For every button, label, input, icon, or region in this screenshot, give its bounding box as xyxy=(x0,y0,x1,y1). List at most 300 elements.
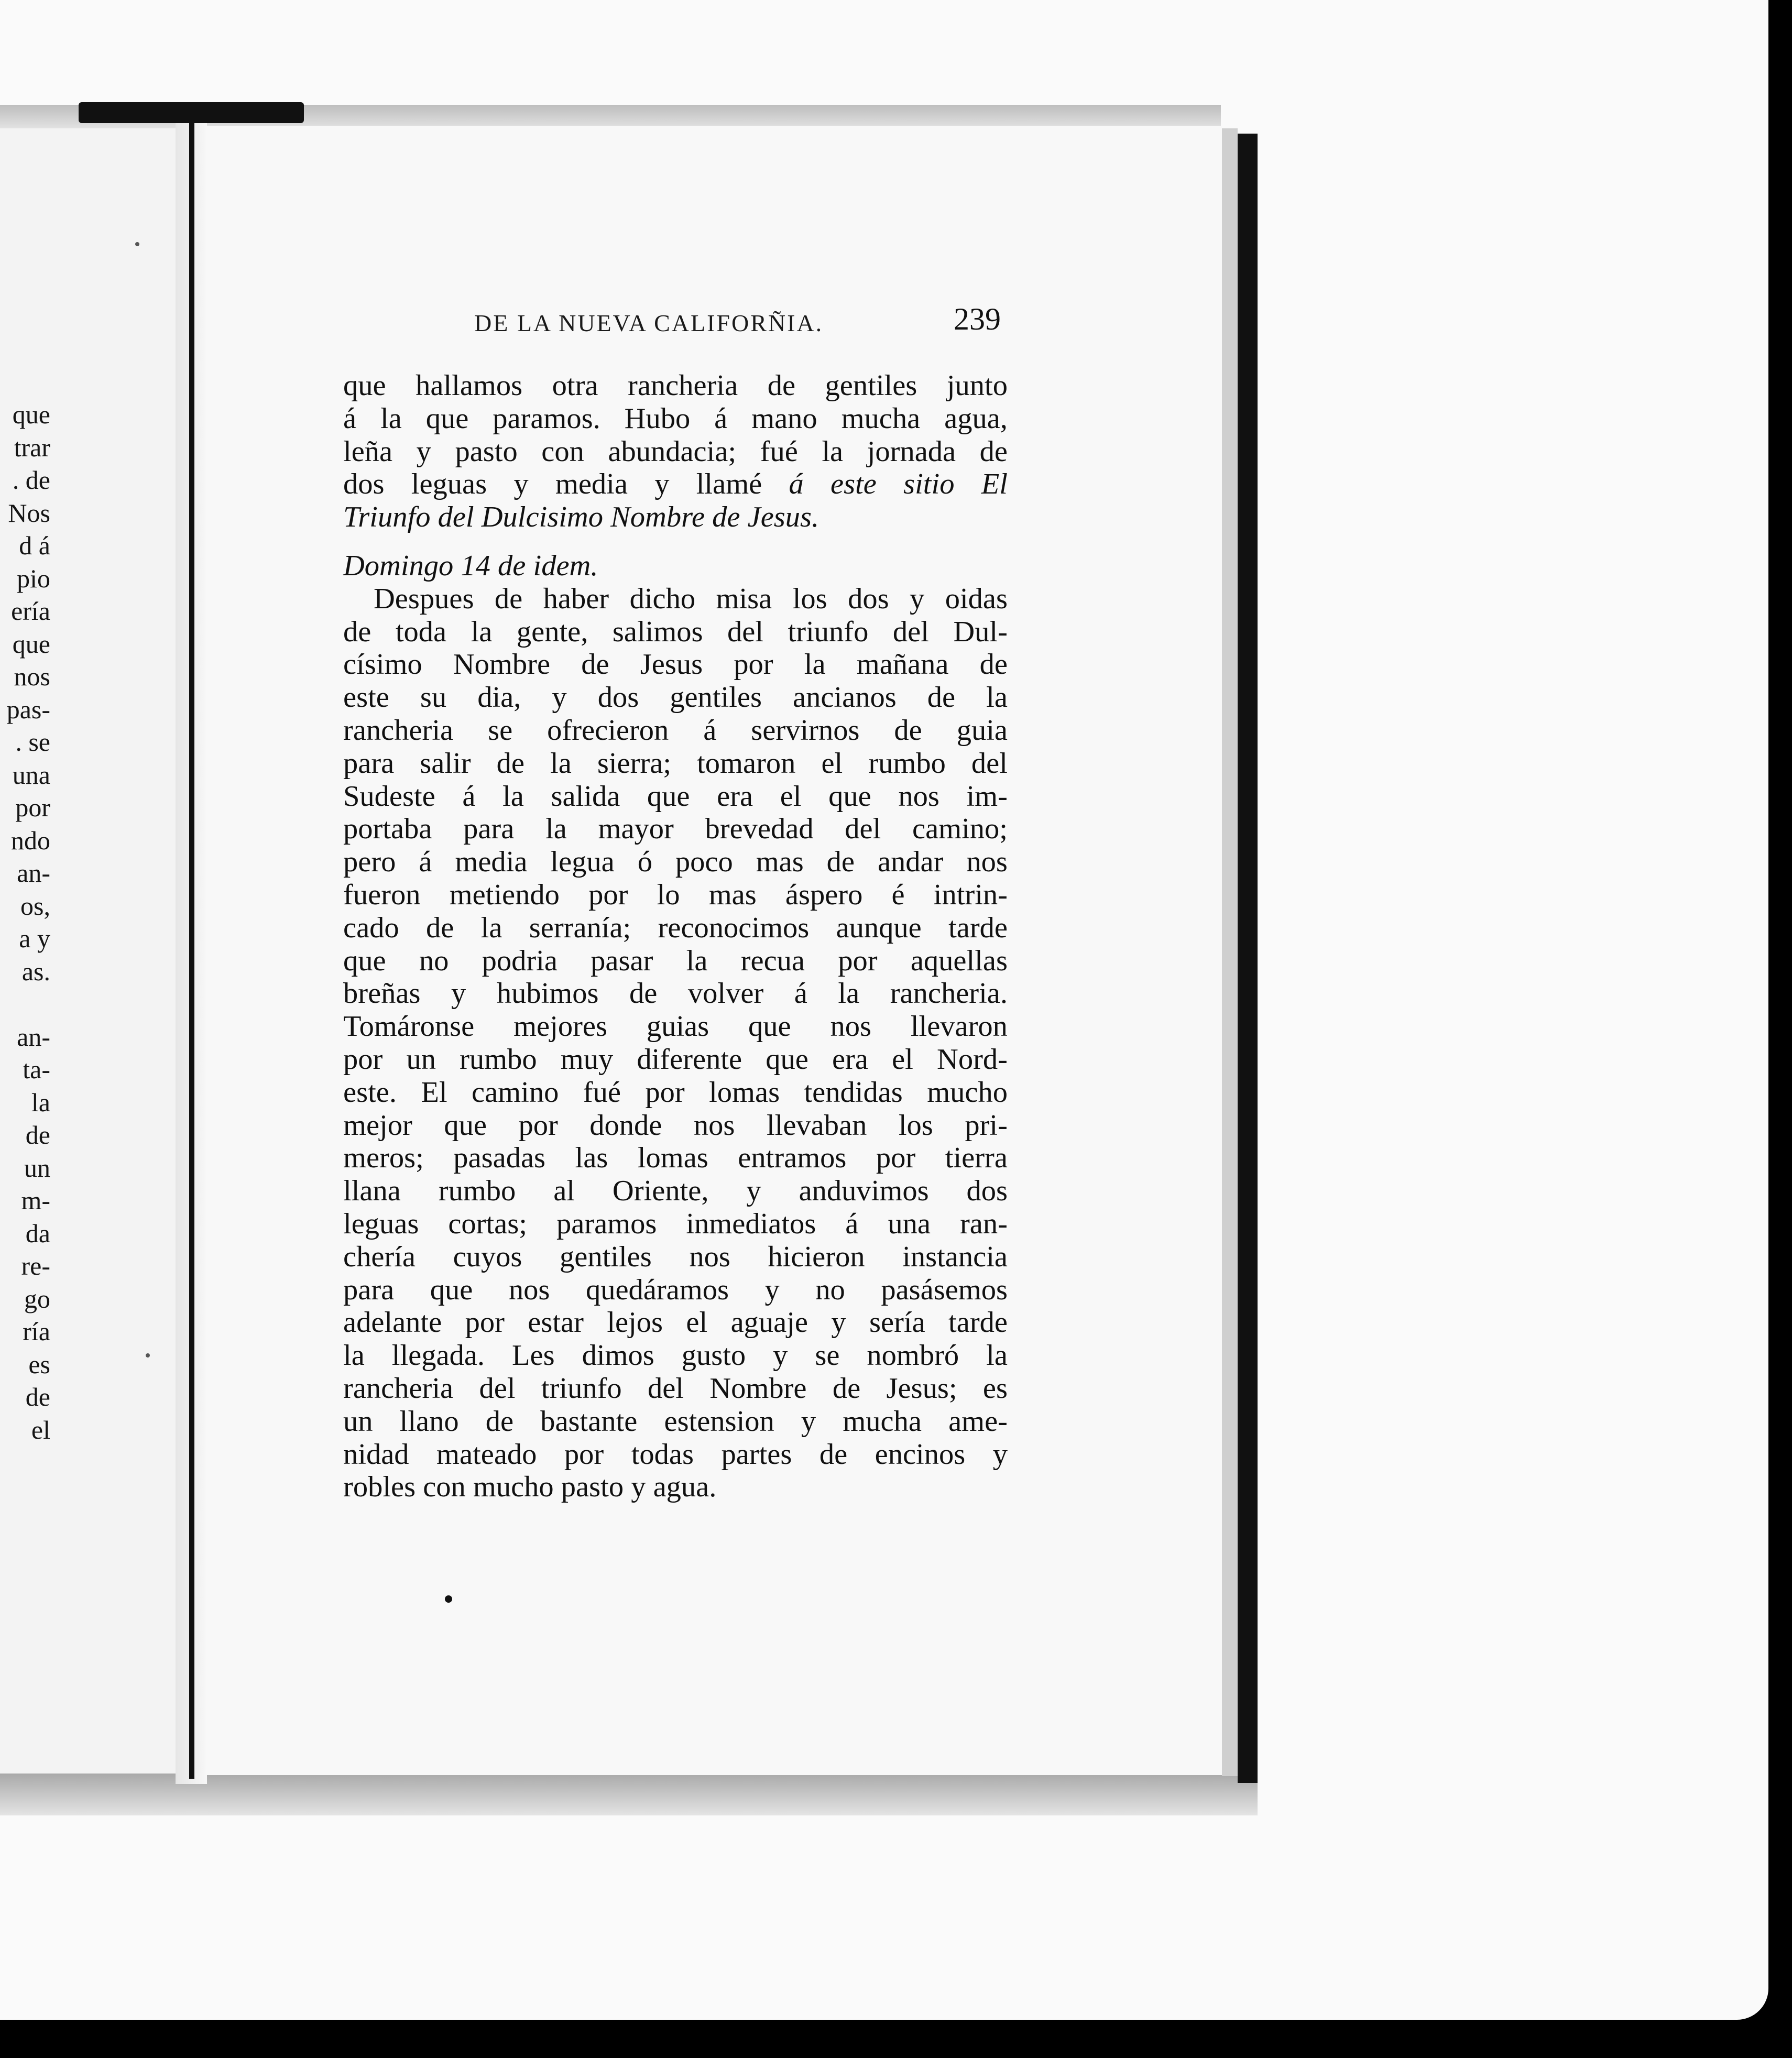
word: por xyxy=(465,1306,505,1339)
word: serranía; xyxy=(529,911,631,944)
text-line xyxy=(343,780,1008,813)
binding-clip xyxy=(79,102,304,123)
word: nos xyxy=(966,846,1008,879)
word: breñas xyxy=(343,977,421,1010)
word: pasto xyxy=(455,435,518,468)
ink-dot xyxy=(445,1595,452,1603)
word: nos xyxy=(830,1010,871,1043)
word: que xyxy=(425,402,469,435)
word: este. xyxy=(343,1076,397,1109)
text-line xyxy=(343,747,1008,780)
word: hicieron xyxy=(768,1240,865,1273)
word: ofrecieron xyxy=(547,714,669,747)
word: un xyxy=(406,1043,436,1076)
word: leña xyxy=(343,435,393,468)
word: tarde xyxy=(948,911,1008,944)
word: por xyxy=(564,1438,604,1471)
word: nos xyxy=(689,1240,730,1273)
word: de xyxy=(496,747,525,780)
word: mas xyxy=(708,878,757,911)
word: Despues xyxy=(374,582,474,615)
word: los xyxy=(792,582,827,615)
word: del xyxy=(479,1372,516,1405)
word: rancheria. xyxy=(890,977,1008,1010)
word: Jesus xyxy=(640,648,703,681)
word: nos xyxy=(508,1273,550,1306)
left-fragment: pas- xyxy=(6,694,50,724)
running-head: DE LA NUEVA CALIFORÑIA. xyxy=(474,310,824,336)
word: anduvimos xyxy=(799,1175,929,1208)
word: é xyxy=(891,878,905,911)
word: pasadas xyxy=(453,1142,546,1175)
ink-speck xyxy=(135,242,139,246)
word: una xyxy=(888,1207,931,1240)
word: del xyxy=(971,747,1008,780)
left-fragment: ría xyxy=(23,1317,50,1346)
word: nos xyxy=(898,780,939,813)
word: lomas xyxy=(709,1076,780,1109)
word: de xyxy=(425,911,454,944)
word: del xyxy=(647,1372,684,1405)
left-fragment: trar xyxy=(14,432,50,462)
word: dos xyxy=(966,1175,1008,1208)
word: ancianos xyxy=(793,681,897,714)
word: que xyxy=(430,1273,473,1306)
left-fragment: nos xyxy=(14,662,50,691)
left-fragment: el xyxy=(31,1415,50,1444)
word: junto xyxy=(946,369,1008,402)
word: sierra; xyxy=(597,747,672,780)
word: y xyxy=(451,977,466,1010)
word: á xyxy=(419,846,432,879)
text-line xyxy=(343,1109,1008,1142)
word: Tomáronse xyxy=(343,1010,475,1043)
word: ó xyxy=(637,846,652,879)
word: á xyxy=(794,977,807,1010)
word: Les xyxy=(512,1339,555,1372)
left-page xyxy=(0,128,177,1774)
word: Nombre xyxy=(453,648,551,681)
word: podria xyxy=(482,944,558,977)
word: gusto xyxy=(681,1339,746,1372)
word: el xyxy=(892,1043,913,1076)
word: recua xyxy=(740,944,805,977)
word: no xyxy=(815,1273,845,1306)
section-heading: Domingo 14 de idem. xyxy=(343,549,598,582)
word: hubimos xyxy=(496,977,599,1010)
word: im- xyxy=(966,780,1008,813)
left-fragment: ndo xyxy=(11,825,50,855)
text-line xyxy=(343,1076,1008,1109)
word: por xyxy=(588,878,628,911)
word: dos xyxy=(597,681,639,714)
word: para xyxy=(463,813,515,846)
word: todas xyxy=(631,1438,694,1471)
text-line xyxy=(343,1306,1008,1339)
word: este xyxy=(831,468,877,501)
word: andar xyxy=(877,846,944,879)
word: de xyxy=(979,435,1008,468)
text-line xyxy=(343,1142,1008,1175)
text-line xyxy=(343,1175,1008,1208)
text-line xyxy=(343,1241,1008,1274)
word: del xyxy=(845,813,881,846)
word: que xyxy=(828,780,871,813)
page-edge xyxy=(1222,128,1238,1776)
word: servirnos xyxy=(751,714,860,747)
word: lo xyxy=(657,878,680,911)
word: por xyxy=(343,1043,383,1076)
text-line: robles con mucho pasto y agua. xyxy=(343,1471,717,1504)
left-fragment: es xyxy=(28,1349,50,1379)
left-fragment: que xyxy=(12,629,50,659)
page-number: 239 xyxy=(954,302,1001,336)
left-fragment: un xyxy=(24,1153,50,1183)
word: partes xyxy=(721,1438,792,1471)
word: llana xyxy=(343,1175,401,1208)
text-line xyxy=(343,1208,1008,1241)
word: guias xyxy=(646,1010,709,1043)
left-fragment: m- xyxy=(21,1186,50,1215)
word: y xyxy=(552,681,567,714)
word: brevedad xyxy=(705,813,814,846)
word: la xyxy=(480,911,502,944)
word: cado xyxy=(343,911,399,944)
word: que xyxy=(343,369,386,402)
word: de xyxy=(494,582,523,615)
word: mas xyxy=(756,846,804,879)
word: nidad xyxy=(343,1438,409,1471)
text-line xyxy=(343,616,1008,649)
word: sería xyxy=(869,1306,925,1339)
word: á xyxy=(703,714,717,747)
word: legua xyxy=(550,846,615,879)
left-page-text-fragments xyxy=(0,398,50,1446)
word: un xyxy=(343,1405,373,1438)
word: de xyxy=(832,1372,861,1405)
word: aquellas xyxy=(910,944,1008,977)
word: reconocimos xyxy=(658,911,810,944)
word: mayor xyxy=(598,813,674,846)
word: por xyxy=(645,1076,685,1109)
word: dimos xyxy=(582,1339,654,1372)
word: diferente xyxy=(637,1043,742,1076)
word: pri- xyxy=(965,1109,1008,1142)
text-line xyxy=(343,714,1008,747)
left-fragment: de xyxy=(25,1382,50,1411)
word: bastante xyxy=(540,1405,638,1438)
left-fragment: pio xyxy=(17,563,50,593)
word: para xyxy=(343,1273,395,1306)
text-line xyxy=(343,583,1008,616)
word: de xyxy=(581,648,609,681)
word: El xyxy=(421,1076,447,1109)
word: del xyxy=(892,615,929,648)
word: la xyxy=(804,648,826,681)
text-line xyxy=(343,1339,1008,1372)
word: mejor xyxy=(343,1109,412,1142)
left-fragment: a y xyxy=(19,924,50,953)
text-line xyxy=(343,1010,1008,1043)
text-line xyxy=(343,369,1008,402)
word: media xyxy=(455,846,528,879)
word: meros; xyxy=(343,1142,424,1175)
word: pero xyxy=(343,846,396,879)
word: toda xyxy=(395,615,447,648)
word: por xyxy=(518,1109,558,1142)
word: fué xyxy=(583,1076,621,1109)
word: y xyxy=(773,1339,788,1372)
word: rancheria xyxy=(343,1372,454,1405)
word: ame- xyxy=(948,1405,1008,1438)
word: la xyxy=(502,780,524,813)
word: mucha xyxy=(841,402,921,435)
word: llano xyxy=(399,1405,459,1438)
word: á xyxy=(845,1207,859,1240)
word: dicho xyxy=(629,582,696,615)
word: aunque xyxy=(836,911,922,944)
text-line xyxy=(343,1405,1008,1438)
word: tomaron xyxy=(697,747,796,780)
word: la xyxy=(822,435,844,468)
word: estension xyxy=(664,1405,774,1438)
word: gentiles xyxy=(825,369,917,402)
word: no xyxy=(419,944,449,977)
word: que xyxy=(343,944,386,977)
word: de xyxy=(927,681,956,714)
word: salida xyxy=(551,780,620,813)
word: que xyxy=(748,1010,791,1043)
word: nombró xyxy=(867,1339,959,1372)
word: que xyxy=(444,1109,487,1142)
word: Sudeste xyxy=(343,780,435,813)
word: de xyxy=(979,648,1008,681)
word: de xyxy=(629,977,658,1010)
word: se xyxy=(815,1339,840,1372)
word: con xyxy=(541,435,584,468)
word: camino; xyxy=(912,813,1008,846)
left-fragment: an- xyxy=(17,1022,50,1052)
word: al xyxy=(553,1175,575,1208)
word: triunfo xyxy=(541,1372,622,1405)
word: á xyxy=(789,468,804,501)
word: entramos xyxy=(738,1142,847,1175)
word: gentiles xyxy=(560,1240,652,1273)
word: mejores xyxy=(513,1010,607,1043)
word: tierra xyxy=(945,1142,1008,1175)
page-body xyxy=(343,369,1008,1504)
word: media xyxy=(555,468,628,501)
left-fragment: ería xyxy=(11,596,50,626)
left-fragment: as. xyxy=(21,956,50,986)
word: volver xyxy=(687,977,764,1010)
left-fragment: . se xyxy=(15,727,50,757)
left-fragment: una xyxy=(12,760,50,790)
word: llamé xyxy=(696,468,762,501)
word: llegada. xyxy=(391,1339,485,1372)
word: cuyos xyxy=(453,1240,522,1273)
text-line xyxy=(343,648,1008,681)
word: tarde xyxy=(948,1306,1008,1339)
word: instancia xyxy=(902,1240,1008,1273)
word: lejos xyxy=(607,1306,663,1339)
word: y xyxy=(746,1175,761,1208)
word: que xyxy=(766,1043,808,1076)
left-fragment: an- xyxy=(17,858,50,888)
word: Jesus; xyxy=(886,1372,957,1405)
word: fué xyxy=(760,435,798,468)
word: encinos xyxy=(875,1438,966,1471)
word: salimos xyxy=(612,615,703,648)
left-fragment: d á xyxy=(19,531,50,560)
word: á xyxy=(714,402,728,435)
word: Nord- xyxy=(937,1043,1008,1076)
word: lomas xyxy=(637,1142,708,1175)
word: la xyxy=(686,944,708,977)
word: de xyxy=(343,615,371,648)
word: triunfo xyxy=(788,615,869,648)
word: y xyxy=(416,435,431,468)
word: llevaban xyxy=(766,1109,867,1142)
word: Dul- xyxy=(953,615,1008,648)
word: y xyxy=(764,1273,780,1306)
word: el xyxy=(686,1306,708,1339)
word: estar xyxy=(528,1306,584,1339)
word: á xyxy=(343,402,357,435)
word: otra xyxy=(552,369,598,402)
word: mañana xyxy=(856,648,949,681)
text-line xyxy=(343,846,1008,879)
word: agua, xyxy=(944,402,1008,435)
word: mano xyxy=(751,402,817,435)
word: tendidas xyxy=(804,1076,903,1109)
word: que xyxy=(647,780,690,813)
word: rumbo xyxy=(868,747,946,780)
word: sitio xyxy=(903,468,955,501)
word: El xyxy=(981,468,1008,501)
word: fueron xyxy=(343,878,421,911)
left-fragment: por xyxy=(15,793,50,822)
word: llevaron xyxy=(910,1010,1008,1043)
word: portaba xyxy=(343,813,432,846)
word: la xyxy=(550,747,572,780)
word: rancheria xyxy=(343,714,454,747)
word: nos xyxy=(693,1109,735,1142)
word: por xyxy=(734,648,773,681)
word: era xyxy=(832,1043,868,1076)
word: hallamos xyxy=(416,369,523,402)
left-fragment: os, xyxy=(20,891,50,921)
left-fragment: da xyxy=(25,1218,50,1248)
word: la xyxy=(545,813,567,846)
word: de xyxy=(819,1438,848,1471)
word: gente, xyxy=(516,615,588,648)
text-line: Triunfo del Dulcisimo Nombre de Jesus. xyxy=(343,501,819,534)
word: Nombre xyxy=(709,1372,807,1405)
word: la xyxy=(343,1339,365,1372)
word: los xyxy=(898,1109,933,1142)
word: era xyxy=(717,780,753,813)
word: y xyxy=(801,1405,816,1438)
word: Hubo xyxy=(624,402,691,435)
word: leguas xyxy=(343,1207,419,1240)
text-line xyxy=(343,681,1008,714)
word: adelante xyxy=(343,1306,442,1339)
word: y xyxy=(654,468,670,501)
text-line xyxy=(343,468,1008,501)
text-line xyxy=(343,879,1008,912)
left-fragment: . de xyxy=(12,465,50,495)
word: mucho xyxy=(927,1076,1008,1109)
word: salir xyxy=(420,747,471,780)
word: jornada xyxy=(867,435,956,468)
word: camino xyxy=(472,1076,559,1109)
left-fragment: que xyxy=(12,400,50,429)
text-line xyxy=(343,402,1008,435)
text-line xyxy=(343,912,1008,945)
word: este xyxy=(343,681,389,714)
word: donde xyxy=(589,1109,662,1142)
word: y xyxy=(513,468,529,501)
word: leguas xyxy=(411,468,487,501)
word: paramos. xyxy=(493,402,600,435)
word: mucha xyxy=(843,1405,922,1438)
word: gentiles xyxy=(670,681,762,714)
word: paramos xyxy=(556,1207,657,1240)
word: el xyxy=(821,747,843,780)
text-line xyxy=(343,1438,1008,1471)
word: císimo xyxy=(343,648,422,681)
word: rumbo xyxy=(460,1043,537,1076)
word: mateado xyxy=(436,1438,537,1471)
word: oidas xyxy=(945,582,1008,615)
text-line xyxy=(343,945,1008,978)
word: se xyxy=(488,714,513,747)
word: de xyxy=(826,846,855,879)
word: por xyxy=(838,944,878,977)
word: áspero xyxy=(785,878,863,911)
word: intrin- xyxy=(933,878,1008,911)
text-line xyxy=(343,1043,1008,1076)
word: dia, xyxy=(477,681,521,714)
word: rancheria xyxy=(628,369,738,402)
word: de xyxy=(485,1405,514,1438)
word: la xyxy=(471,615,493,648)
word: pasásemos xyxy=(881,1273,1008,1306)
word: es xyxy=(982,1372,1008,1405)
word: de xyxy=(894,714,922,747)
word: el xyxy=(780,780,802,813)
word: y xyxy=(992,1438,1008,1471)
word: metiendo xyxy=(449,878,560,911)
left-fragment: re- xyxy=(21,1251,50,1280)
word: y xyxy=(910,582,925,615)
text-line xyxy=(343,435,1008,468)
word: chería xyxy=(343,1240,416,1273)
left-fragment: Nos xyxy=(8,498,50,528)
word: inmediatos xyxy=(686,1207,816,1240)
word: muy xyxy=(560,1043,614,1076)
ink-speck xyxy=(146,1353,150,1358)
book-cover-board xyxy=(1238,134,1258,1783)
word: misa xyxy=(716,582,772,615)
word: abundacia; xyxy=(608,435,737,468)
word: aguaje xyxy=(730,1306,808,1339)
word: dos xyxy=(343,468,385,501)
word: del xyxy=(727,615,764,648)
word: por xyxy=(876,1142,916,1175)
word: pasar xyxy=(591,944,653,977)
